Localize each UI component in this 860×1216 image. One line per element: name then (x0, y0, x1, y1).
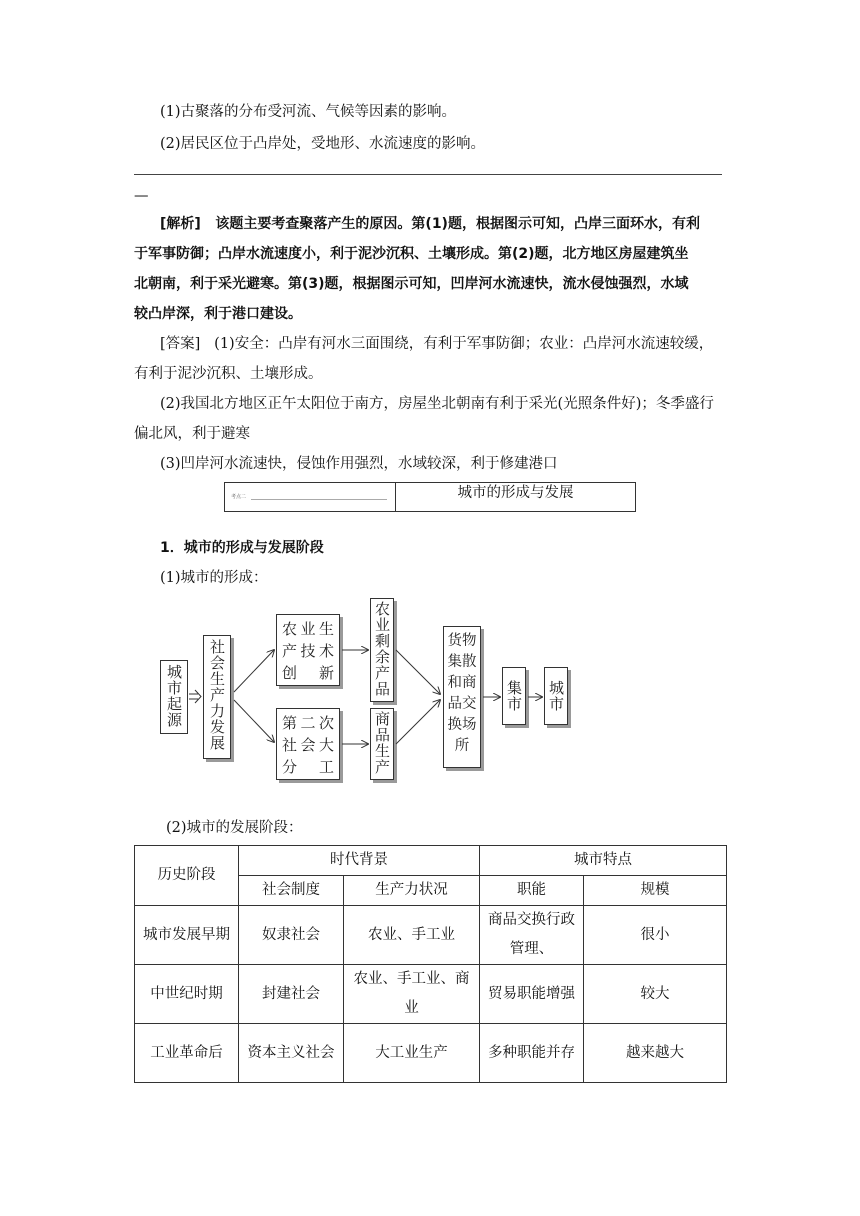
table-header-row-1 (135, 846, 727, 876)
analysis-line-2: 于军事防御；凸岸水流速度小，利于泥沙沉积、土壤形成。第(2)题，北方地区房屋建筑坐 (134, 246, 689, 262)
answer-line-2: 有利于泥沙沉积、土壤形成。 (134, 366, 323, 382)
cell-system: 奴隶社会 (239, 906, 344, 965)
cell-scale: 越来越大 (584, 1024, 727, 1083)
header-productivity: 生产力状况 (344, 876, 480, 906)
arrow-to-agri-tech (234, 650, 274, 692)
section-header-label: 考点二 (231, 494, 247, 500)
box-market-place: 货物集散和商品交换场所 (443, 626, 481, 768)
arrow-to-division (234, 700, 274, 742)
header-era: 时代背景 (239, 846, 480, 876)
header-function: 职能 (480, 876, 584, 906)
answer-blank-line (134, 174, 722, 175)
box-origin: 城市起源 (160, 660, 188, 734)
table-row (135, 906, 727, 965)
cell-scale: 很小 (584, 906, 727, 965)
cell-productivity: 农业、手工业、商业 (344, 965, 480, 1024)
cell-productivity: 农业、手工业 (344, 906, 480, 965)
analysis-text-1: 该题主要考查聚落产生的原因。第(1)题，根据图示可知，凸岸三面环水，有利 (215, 216, 700, 232)
table-row (135, 965, 727, 1024)
box-productivity: 社会生产力发展 (203, 635, 231, 759)
header-scale: 规模 (584, 876, 727, 906)
section1-sub2: (2)城市的发展阶段： (166, 820, 303, 836)
cell-scale: 较大 (584, 965, 727, 1024)
section-header-bar (224, 482, 636, 512)
cell-system: 封建社会 (239, 965, 344, 1024)
cell-system: 资本主义社会 (239, 1024, 344, 1083)
analysis-line-1 (160, 214, 730, 234)
box-division: 第二次社会大分工 (276, 708, 340, 780)
analysis-tag: [解析] (160, 216, 201, 232)
box-surplus: 农业剩余产品 (370, 598, 394, 702)
section-header-label-line (251, 499, 387, 500)
answer-tag: [答案] (160, 336, 201, 352)
section-header-label-cell (225, 483, 396, 511)
box-agri-tech: 农业生产技术创新 (276, 614, 340, 686)
cell-stage: 工业革命后 (135, 1024, 239, 1083)
city-stages-table (134, 845, 727, 1083)
answer-blank-dash: — (134, 188, 149, 204)
cell-stage: 中世纪时期 (135, 965, 239, 1024)
box-city: 城市 (544, 667, 568, 725)
cell-productivity: 大工业生产 (344, 1024, 480, 1083)
cell-function: 贸易职能增强 (480, 965, 584, 1024)
arrow-commodity-to-market-place (396, 700, 440, 744)
point-1: (1)古聚落的分布受河流、气候等因素的影响。 (160, 104, 457, 120)
implies-arrow (189, 690, 201, 703)
section1-heading: 1．城市的形成与发展阶段 (160, 540, 324, 556)
header-stage: 历史阶段 (135, 846, 239, 906)
header-features: 城市特点 (480, 846, 727, 876)
section-header-title: 城市的形成与发展 (457, 485, 574, 501)
analysis-line-4: 较凸岸深，利于港口建设。 (134, 306, 302, 322)
answer-text-1: (1)安全：凸岸有河水三面围绕，有利于军事防御；农业：凸岸河水流速较缓， (214, 336, 714, 352)
box-commodity: 商品生产 (370, 708, 394, 780)
cell-function: 多种职能并存 (480, 1024, 584, 1083)
answer-line-4: 偏北风，利于避寒 (134, 426, 250, 442)
section1-sub1: (1)城市的形成： (160, 570, 268, 586)
arrow-surplus-to-market-place (396, 650, 440, 694)
header-system: 社会制度 (239, 876, 344, 906)
table-row (135, 1024, 727, 1083)
cell-stage: 城市发展早期 (135, 906, 239, 965)
point-2: (2)居民区位于凸岸处，受地形、水流速度的影响。 (160, 136, 486, 152)
answer-line-5: (3)凹岸河水流速快，侵蚀作用强烈，水域较深，利于修建港口 (160, 456, 558, 472)
analysis-line-3: 北朝南，利于采光避寒。第(3)题，根据图示可知，凹岸河水流速快，流水侵蚀强烈，水域 (134, 276, 689, 292)
cell-function: 商品交换行政管理、 (480, 906, 584, 965)
answer-line-1 (160, 334, 730, 354)
answer-line-3: (2)我国北方地区正午太阳位于南方，房屋坐北朝南有利于采光(光照条件好)；冬季盛行 (160, 396, 714, 412)
box-market: 集市 (502, 667, 526, 725)
